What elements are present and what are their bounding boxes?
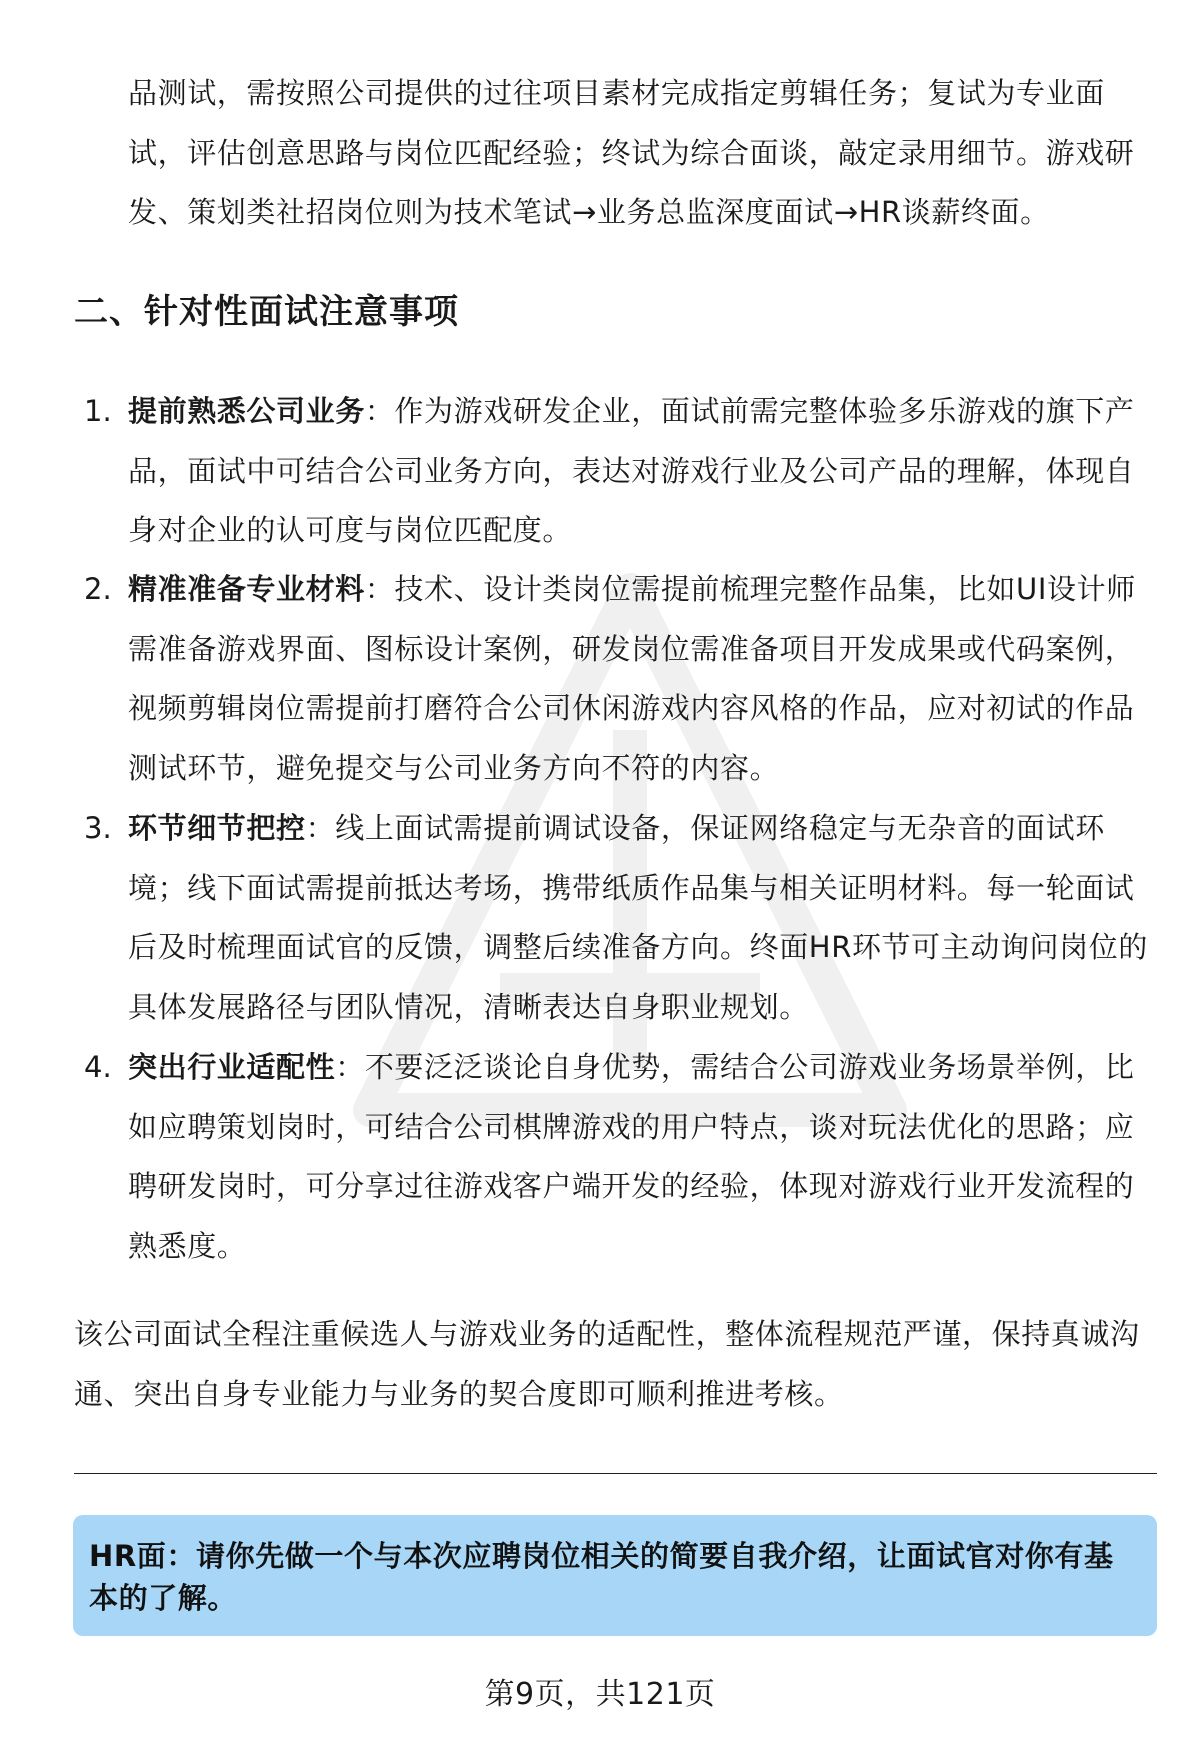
page-number: 第9页，共121页: [484, 1677, 716, 1712]
list-item-body: [128, 799, 1160, 1037]
list-item-number: 2.: [84, 572, 112, 606]
interview-question-text: HR面：请你先做一个与本次应聘岗位相关的简要自我介绍，让面试官对你有基本的了解。: [89, 1539, 1114, 1615]
list-item-text: 技术、设计类岗位需提前梳理完整作品集，比如UI设计师需准备游戏界面、图标设计案例，研发岗位需准备项目开发成果或代码案例，视频剪辑岗位需提前打磨符合公司休闲游戏内容风格的作品，应对初试的作品测试环节，避免提交与公司业务方向不符的内容。: [128, 572, 1136, 785]
list-item-body: [128, 1038, 1160, 1276]
list-item-number: 1.: [84, 394, 112, 428]
intro-paragraph: 品测试，需按照公司提供的过往项目素材完成指定剪辑任务；复试为专业面试，评估创意思路与岗位匹配经验；终试为综合面谈，敲定录用细节。游戏研发、策划类社招岗位则为技术笔试→业务总监深度面试→HR谈薪终面。: [128, 76, 1135, 229]
list-item-title: 精准准备专业材料: [128, 572, 365, 606]
list-item-number: 3.: [84, 811, 112, 845]
section-heading: 二、针对性面试注意事项: [74, 292, 459, 332]
interview-question-box: [73, 1515, 1157, 1636]
list-item-number: 4.: [84, 1050, 112, 1084]
list-item-body: [128, 560, 1160, 798]
list-item-separator: ：: [364, 572, 395, 606]
list-item-title: 环节细节把控: [128, 811, 306, 845]
list-item-text: 线上面试需提前调试设备，保证网络稳定与无杂音的面试环境；线下面试需提前抵达考场，携带纸质作品集与相关证明材料。每一轮面试后及时梳理面试官的反馈，调整后续准备方向。终面HR环节可主动询问岗位的具体发展路径与团队情况，清晰表达自身职业规划。: [128, 811, 1148, 1024]
list-item-text: 不要泛泛谈论自身优势，需结合公司游戏业务场景举例，比如应聘策划岗时，可结合公司棋牌游戏的用户特点，谈对玩法优化的思路；应聘研发岗时，可分享过往游戏客户端开发的经验，体现对游戏行业开发流程的熟悉度。: [128, 1050, 1135, 1263]
list-item-title: 提前熟悉公司业务: [128, 394, 365, 428]
summary-paragraph: 该公司面试全程注重候选人与游戏业务的适配性，整体流程规范严谨，保持真诚沟通、突出自身专业能力与业务的契合度即可顺利推进考核。: [74, 1317, 1140, 1411]
list-item-separator: ：: [364, 394, 395, 428]
list-item-separator: ：: [305, 811, 336, 845]
horizontal-divider: [74, 1473, 1157, 1474]
list-item-separator: ：: [335, 1050, 365, 1084]
list-item-body: [128, 382, 1160, 561]
list-item-title: 突出行业适配性: [128, 1050, 336, 1084]
list-item-text: 作为游戏研发企业，面试前需完整体验多乐游戏的旗下产品，面试中可结合公司业务方向，表达对游戏行业及公司产品的理解，体现自身对企业的认可度与岗位匹配度。: [128, 394, 1135, 547]
